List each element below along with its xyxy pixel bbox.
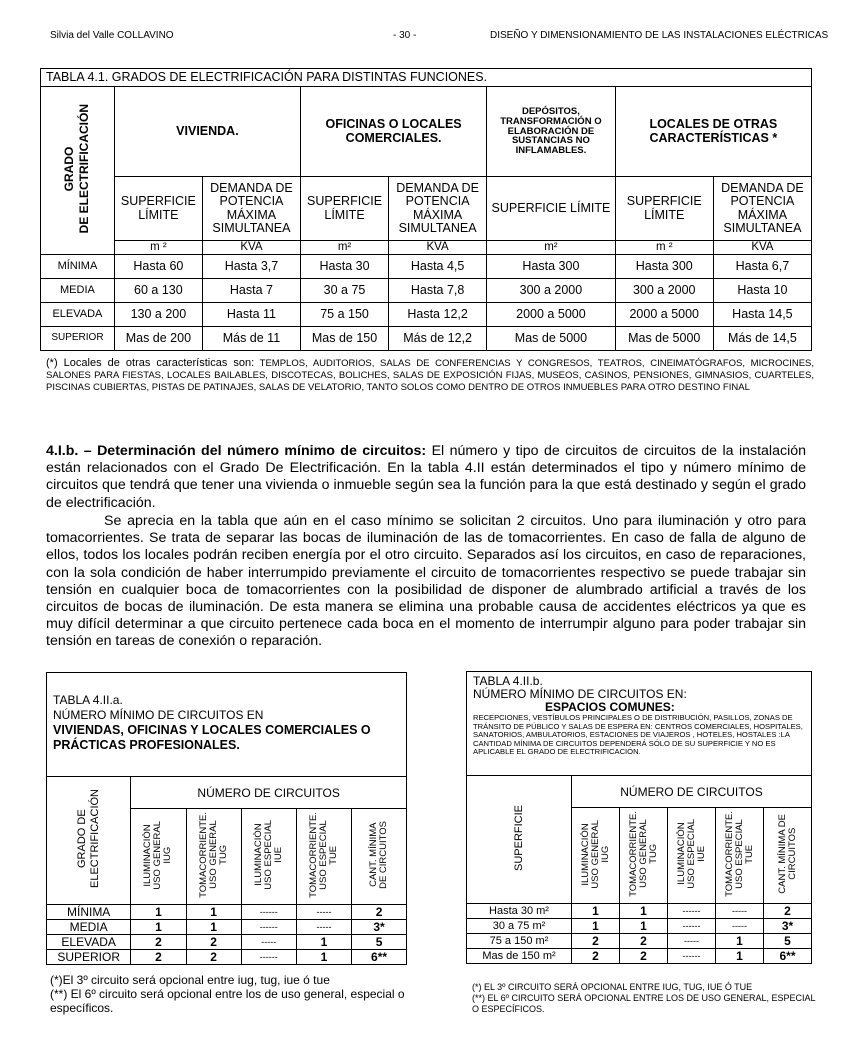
table-cell: ------: [241, 920, 296, 935]
table-cell: 2: [131, 935, 186, 950]
grade-header: GRADO DE ELECTRIFICACIÓN: [41, 87, 115, 255]
surface-cell: Mas de 150 m²: [467, 949, 572, 964]
table-cell: 1: [572, 919, 620, 934]
footnote: (*) EL 3º CIRCUITO SERÁ OPCIONAL ENTRE IUG, TUG, IUE Ó TUE: [472, 982, 753, 992]
table-cell: Mas de 200: [114, 327, 202, 351]
table-row: [41, 279, 812, 303]
table-cell: -----: [241, 935, 296, 950]
table-cell: Más de 12,2: [389, 327, 487, 351]
table-row: [47, 920, 407, 935]
table-cell: Mas de 5000: [615, 327, 713, 351]
table-cell: Hasta 4,5: [389, 255, 487, 279]
table-cell: 5: [764, 934, 812, 949]
unit-cell: m ²: [114, 241, 202, 255]
table-subtitle: NÚMERO MÍNIMO DE CIRCUITOS EN:: [473, 687, 687, 701]
num-circuits-header: NÚMERO DE CIRCUITOS: [572, 776, 812, 808]
table-row: [41, 255, 812, 279]
group-oficinas: OFICINAS O LOCALES COMERCIALES.: [301, 87, 487, 177]
table-cell: 1: [716, 949, 764, 964]
table-cell: Hasta 3,7: [202, 255, 300, 279]
header-author: Silvia del Valle COLLAVINO: [50, 30, 174, 41]
table-note: [46, 357, 814, 394]
table-cell: 2000 a 5000: [487, 303, 616, 327]
unit-cell: KVA: [202, 241, 300, 255]
group-otros: LOCALES DE OTRAS CARACTERÍSTICAS *: [615, 87, 811, 177]
grade-cell: SUPERIOR: [47, 950, 131, 965]
table-cell: 2: [572, 934, 620, 949]
table-cell: ------: [668, 919, 716, 934]
table-subtitle: NÚMERO MÍNIMO DE CIRCUITOS EN: [53, 708, 264, 722]
unit-cell: KVA: [713, 241, 811, 255]
col-iug: ILUMINACIÓN USO GENERAL IUG: [572, 808, 620, 904]
table-cell: 3*: [352, 920, 407, 935]
table-cell: 1: [186, 920, 241, 935]
grade-cell: MÍNIMA: [41, 255, 115, 279]
surface-cell: 75 a 150 m²: [467, 934, 572, 949]
table-cell: 2: [131, 950, 186, 965]
grade-header: GRADO DE ELECTRIFICACIÓN: [47, 777, 131, 905]
grade-cell: MEDIA: [41, 279, 115, 303]
table-row: [41, 303, 812, 327]
table-cell: 2000 a 5000: [615, 303, 713, 327]
table-cell: 75 a 150: [301, 303, 389, 327]
table-cell: 1: [186, 905, 241, 920]
table-row: [47, 905, 407, 920]
table-cell: 1: [296, 950, 351, 965]
sub-demand: DEMANDA DE POTENCIA MÁXIMA SIMULTANEA: [202, 177, 300, 241]
unit-cell: m ²: [615, 241, 713, 255]
unit-cell: KVA: [389, 241, 487, 255]
group-vivienda: VIVIENDA.: [114, 87, 300, 177]
note-lead: (*) Locales de otras características son:: [46, 357, 255, 369]
table-cell: ------: [241, 950, 296, 965]
table-row: [467, 904, 812, 919]
col-min: CANT. MÍNIMA DE CIRCUITOS: [764, 808, 812, 904]
table-row: [467, 949, 812, 964]
sub-surface: SUPERFICIE LÍMITE: [114, 177, 202, 241]
table-subtitle-bold: ESPACIOS COMUNES:: [545, 700, 675, 714]
table-subtitle-bold: VIVIENDAS, OFICINAS Y LOCALES COMERCIALES O PRÁCTICAS PROFESIONALES.: [53, 723, 371, 752]
unit-cell: m²: [487, 241, 616, 255]
sub-demand: DEMANDA DE POTENCIA MÁXIMA SIMULTANEA: [713, 177, 811, 241]
table-footnotes: [50, 973, 410, 1015]
footnote: (*)El 3º circuito será opcional entre iug, tug, iue ó tue: [50, 973, 330, 987]
table-cell: Hasta 10: [713, 279, 811, 303]
sub-surface: SUPERFICIE LÍMITE: [615, 177, 713, 241]
header-title: DISEÑO Y DIMENSIONAMIENTO DE LAS INSTALACIONES ELÉCTRICAS: [490, 30, 829, 41]
section-paragraph-1: [46, 443, 806, 512]
table-cell: -----: [296, 920, 351, 935]
table-row: [467, 919, 812, 934]
grade-cell: ELEVADA: [47, 935, 131, 950]
table-cell: ------: [668, 949, 716, 964]
table-row: [47, 935, 407, 950]
table-cell: 1: [620, 919, 668, 934]
table-4-1: [40, 68, 812, 351]
table-cell: 1: [572, 904, 620, 919]
table-title: TABLA 4.II.a.: [53, 693, 123, 707]
table-footnotes: [472, 982, 817, 1015]
grade-cell: MÍNIMA: [47, 905, 131, 920]
table-4-2-a: [46, 672, 407, 965]
table-cell: -----: [716, 904, 764, 919]
table-cell: Hasta 7,8: [389, 279, 487, 303]
table-cell: 5: [352, 935, 407, 950]
col-tue: TOMACORRIENTE. USO ESPECIAL TUE: [716, 808, 764, 904]
page-number: - 30 -: [393, 30, 417, 41]
surface-cell: 30 a 75 m²: [467, 919, 572, 934]
table-cell: -----: [668, 934, 716, 949]
table-cell: -----: [716, 919, 764, 934]
table-cell: 2: [186, 935, 241, 950]
table-row: [41, 327, 812, 351]
table-cell: Hasta 7: [202, 279, 300, 303]
table-cell: 6**: [764, 949, 812, 964]
table-cell: ------: [668, 904, 716, 919]
grade-cell: ELEVADA: [41, 303, 115, 327]
table-cell: 60 a 130: [114, 279, 202, 303]
table-cell: 2: [352, 905, 407, 920]
table-cell: Mas de 5000: [487, 327, 616, 351]
table-cell: -----: [296, 905, 351, 920]
note-body: TEMPLOS, AUDITORIOS, SALAS DE CONFERENCIAS Y CONGRESOS, TEATROS, CINEIMATÓGRAFOS, MICROCINES, SALONES PARA FIESTAS, LOCALES BAILABLES, DISCOTECAS, BOLICHES, SALAS DE EXPOSICIÓN FIJAS, MUSEOS, CASINOS, PENSIONES, GIMNASIOS, CUARTELES, PISCINAS CUBIERTAS, PISTAS DE PATINAJES, SALAS DE VELATORIO, TANTO SOLOS COMO DENTRO DE OTROS INMUEBLES PARA OTRO DESTINO FINAL: [46, 358, 815, 393]
grade-cell: SUPERIOR: [41, 327, 115, 351]
grade-cell: MEDIA: [47, 920, 131, 935]
table-cell: 2: [764, 904, 812, 919]
table-cell: 300 a 2000: [615, 279, 713, 303]
table-cell: Más de 14,5: [713, 327, 811, 351]
surface-header: SUPERFICIE: [467, 776, 572, 904]
table-cell: Hasta 6,7: [713, 255, 811, 279]
table-cell: 2: [186, 950, 241, 965]
table-row: [47, 950, 407, 965]
col-tug: TOMACORRIENTE. USO GENERAL TUG: [186, 809, 241, 905]
table-cell: 1: [131, 920, 186, 935]
surface-cell: Hasta 30 m²: [467, 904, 572, 919]
table-description: RECEPCIONES, VESTÍBULOS PRINCIPALES O DE DISTRIBUCIÓN, PASILLOS, ZONAS DE TRÁNSITO DE PÚBLICO Y SALAS DE ESPERA EN: CENTROS COMERCIALES, HOSPITALES, SANATORIOS, AMBULATORIOS, ESTACIONES DE VIAJEROS , HOTELES, HOSTALES :LA CANTIDAD MÍNIMA DE CIRCUITOS DEPENDERÁ SÓLO DE SU SUPERFICIE Y NO ES APLICABLE EL GRADO DE ELECTRIFICACIÓN.: [473, 713, 803, 757]
unit-cell: m²: [301, 241, 389, 255]
col-tue: TOMACORRIENTE. USO ESPECIAL TUE: [296, 809, 351, 905]
paragraph-text: El número y tipo de circuitos de circuitos de la instalación están relacionados con el Grado De Electrificación. En la tabla 4.II están determinados el tipo y número mínimo de circuitos que tendrá que tener una vivienda o inmueble según sea la función para la que está destinado y según el grado de electrificación.: [46, 443, 807, 511]
sub-demand: DEMANDA DE POTENCIA MÁXIMA SIMULTANEA: [389, 177, 487, 241]
table-cell: 30 a 75: [301, 279, 389, 303]
col-tug: TOMACORRIENTE. USO GENERAL TUG: [620, 808, 668, 904]
table-cell: Hasta 60: [114, 255, 202, 279]
table-cell: Hasta 11: [202, 303, 300, 327]
table-cell: 2: [620, 934, 668, 949]
table-cell: 6**: [352, 950, 407, 965]
table-title: TABLA 4.1. GRADOS DE ELECTRIFICACIÓN PARA DISTINTAS FUNCIONES.: [41, 69, 812, 87]
section-heading: 4.I.b. – Determinación del número mínimo de circuitos:: [46, 443, 427, 459]
table-cell: 1: [296, 935, 351, 950]
table-cell: 1: [131, 905, 186, 920]
table-cell: Hasta 12,2: [389, 303, 487, 327]
table-cell: Más de 11: [202, 327, 300, 351]
num-circuits-header: NÚMERO DE CIRCUITOS: [131, 777, 407, 809]
table-cell: ------: [241, 905, 296, 920]
section-paragraph-2: Se aprecia en la tabla que aún en el caso mínimo se solicitan 2 circuitos. Uno para iluminación y otro para tomacorrientes. Se trata de separar las bocas de iluminación de las de tomacorrientes. En caso de falla de alguno de ellos, todos los locales podrán reciben energía por el otro circuito. Separados así los circuitos, en caso de reparaciones, con la sola condición de haber interrumpido previamente el circuito de tomacorrientes respectivo se puede trabajar sin tensión en cualquier boca de tomacorrientes con la posibilidad de disponer de alumbrado artificial a través de los circuitos de bocas de iluminación. De esta manera se elimina una probable causa de accidentes eléctricos ya que es muy difícil determinar a que circuito pertenece cada boca en el momento de interrumpir alguno para poder trabajar sin tensión en tareas de conexión o reparación.: [46, 513, 806, 650]
table-cell: 130 a 200: [114, 303, 202, 327]
col-min: CANT. MÍNIMA DE CIRCUITOS: [352, 809, 407, 905]
table-cell: Hasta 14,5: [713, 303, 811, 327]
sub-surface: SUPERFICIE LÍMITE: [301, 177, 389, 241]
footnote: (**) El 6º circuito será opcional entre los de uso general, especial o específicos.: [50, 987, 405, 1015]
group-depositos: DEPÓSITOS, TRANSFORMACIÓN O ELABORACIÓN DE SUSTANCIAS NO INFLAMABLES.: [487, 87, 616, 177]
sub-surface: SUPERFICIE LÍMITE: [487, 177, 616, 241]
col-iue: ILUMINACIÓN USO ESPECIAL IUE: [241, 809, 296, 905]
table-title-block: [467, 672, 812, 776]
table-row: [467, 934, 812, 949]
table-cell: 1: [716, 934, 764, 949]
table-4-2-b: [466, 671, 812, 964]
table-cell: 300 a 2000: [487, 279, 616, 303]
footnote: (**) EL 6º CIRCUITO SERÁ OPCIONAL ENTRE LOS DE USO GENERAL, ESPECIAL O ESPECÍFICOS.: [472, 993, 816, 1014]
table-cell: 2: [572, 949, 620, 964]
col-iue: ILUMINACIÓN USO ESPECIAL IUE: [668, 808, 716, 904]
table-cell: 1: [620, 904, 668, 919]
table-title: TABLA 4.II.b.: [473, 674, 543, 688]
table-cell: Mas de 150: [301, 327, 389, 351]
table-cell: Hasta 300: [615, 255, 713, 279]
table-cell: Hasta 300: [487, 255, 616, 279]
table-cell: 2: [620, 949, 668, 964]
table-cell: Hasta 30: [301, 255, 389, 279]
col-iug: ILUMINACIÓN USO GENERAL IUG: [131, 809, 186, 905]
table-title-block: [47, 673, 407, 777]
table-cell: 3*: [764, 919, 812, 934]
